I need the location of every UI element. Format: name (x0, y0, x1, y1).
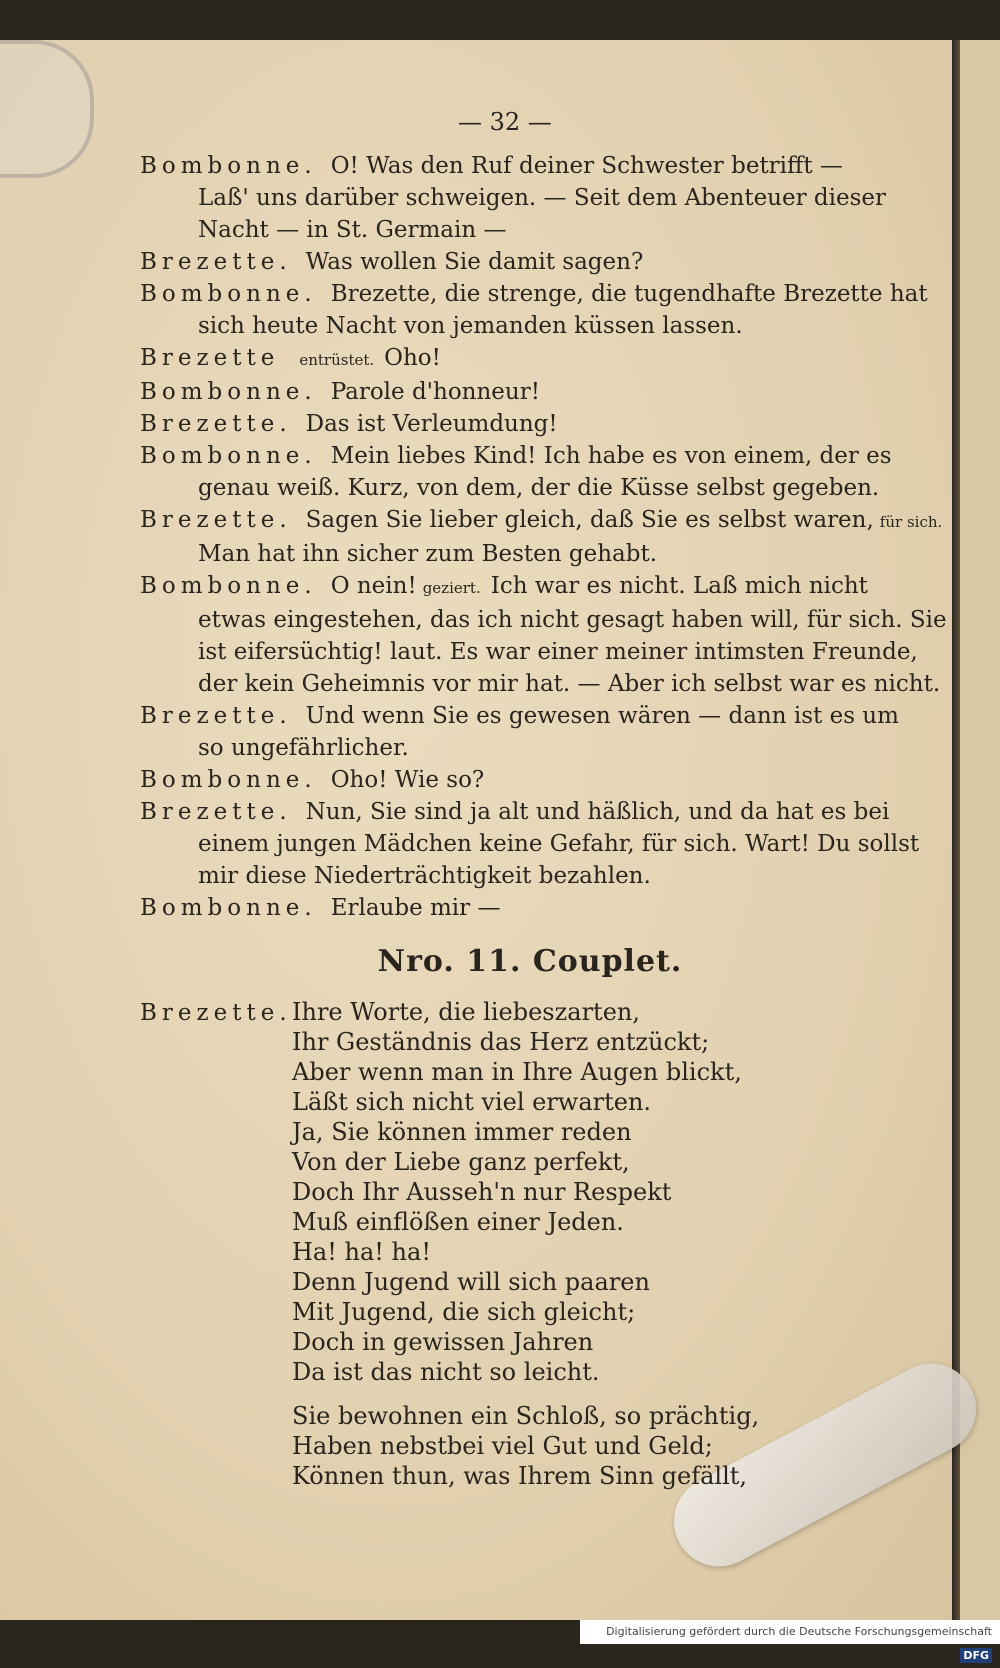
dialogue-line (140, 342, 920, 376)
dialogue-line (140, 504, 943, 538)
verse-line: Doch Ihr Ausseh'n nur Respekt (292, 1178, 672, 1206)
stage-direction: geziert. (422, 579, 481, 597)
dialogue-line (140, 732, 920, 764)
speaker-name: Bombonne. (140, 379, 317, 405)
dialogue-line (140, 860, 920, 892)
verse-line: Ha! ha! ha! (292, 1238, 431, 1266)
line-text: ist eifersüchtig! laut. Es war einer meiner intimsten Freunde, (198, 639, 918, 665)
dialogue-line (140, 376, 920, 408)
dialogue-line (140, 570, 920, 604)
speaker-name: Bombonne. (140, 767, 317, 793)
couplet-heading: Nro. 11. Couplet. (377, 944, 683, 979)
line-text: sich heute Nacht von jemanden küssen lassen. (198, 313, 743, 339)
page-text (140, 150, 947, 1491)
speaker-name: Brezette. (140, 703, 292, 729)
dialogue-line (140, 828, 920, 860)
dfg-logo: DFG (960, 1648, 992, 1663)
dialogue-line (140, 668, 941, 700)
line-text: Parole d'honneur! (330, 379, 540, 405)
verse-line: Von der Liebe ganz perfekt, (292, 1148, 630, 1176)
dialogue-line (140, 150, 920, 182)
speaker-name: Bombonne. (140, 895, 317, 921)
stanza-break (292, 1387, 920, 1401)
line-text: O! Was den Ruf deiner Schwester betrifft — (330, 153, 843, 179)
verse-line: Muß einflößen einer Jeden. (292, 1208, 624, 1236)
dialogue-line (140, 182, 920, 214)
dialogue-line (140, 636, 920, 668)
dialogue-line (140, 604, 947, 636)
verse-line: Sie bewohnen ein Schloß, so prächtig, (292, 1402, 760, 1430)
verse-line: Läßt sich nicht viel erwarten. (292, 1088, 652, 1116)
line-text: Erlaube mir — (330, 895, 501, 921)
verse-line: Können thun, was Ihrem Sinn gefällt, (292, 1462, 748, 1490)
speaker-name: Bombonne. (140, 443, 317, 469)
speaker-name: Bombonne. (140, 153, 317, 179)
verse-lines (140, 997, 920, 1491)
line-text: Nacht — in St. Germain — (198, 217, 507, 243)
line-text: mir diese Niederträchtigkeit bezahlen. (198, 863, 651, 889)
line-text: Was wollen Sie damit sagen? (305, 249, 644, 275)
line-text: genau weiß. Kurz, von dem, der die Küsse selbst gegeben. (198, 475, 880, 501)
line-text: Und wenn Sie es gewesen wären — dann ist es um (305, 703, 899, 729)
line-text: so ungefährlicher. (198, 735, 409, 761)
verse-line: Aber wenn man in Ihre Augen blickt, (292, 1058, 742, 1086)
line-text: einem jungen Mädchen keine Gefahr, für sich. Wart! Du sollst (198, 831, 920, 857)
dialogue-line (140, 472, 920, 504)
page-number: — 32 — (458, 108, 552, 136)
speaker-name: Bombonne. (140, 573, 317, 599)
speaker-name: Brezette (140, 345, 280, 371)
line-text: Nun, Sie sind ja alt und häßlich, und da hat es bei (305, 799, 890, 825)
verse-line: Ihre Worte, die liebeszarten, (292, 998, 640, 1026)
dialogue-line (140, 440, 920, 472)
couplet-speaker: Brezette. (140, 1000, 292, 1026)
speaker-name: Bombonne. (140, 281, 317, 307)
verse-line: Haben nebstbei viel Gut und Geld; (292, 1432, 713, 1460)
stage-direction: für sich. (879, 513, 943, 531)
dialogue-line (140, 310, 920, 342)
dialogue-line (140, 408, 920, 440)
line-text: Man hat ihn sicher zum Besten gehabt. (198, 541, 658, 567)
line-text: O nein! (330, 573, 417, 599)
speaker-name: Brezette. (140, 799, 292, 825)
dialogue-block (140, 150, 947, 924)
verse-line: Da ist das nicht so leicht. (292, 1358, 600, 1386)
dialogue-line (140, 246, 920, 278)
couplet-block (140, 997, 920, 1491)
verse-line: Doch in gewissen Jahren (292, 1328, 594, 1356)
footer-text: Digitalisierung gefördert durch die Deutsche Forschungsgemeinschaft · (606, 1625, 992, 1662)
digitization-footer (580, 1620, 1000, 1662)
line-text: Laß' uns darüber schweigen. — Seit dem Abenteuer dieser (198, 185, 887, 211)
stage-direction: entrüstet. (299, 351, 375, 369)
verse-line: Ja, Sie können immer reden (292, 1118, 632, 1146)
dialogue-line (140, 892, 920, 924)
verse-line: Denn Jugend will sich paaren (292, 1268, 650, 1296)
dialogue-line (140, 700, 920, 732)
dialogue-line (140, 278, 928, 310)
line-text: Sagen Sie lieber gleich, daß Sie es selbst waren, (305, 507, 874, 533)
dialogue-line (140, 538, 920, 570)
verse-line: Ihr Geständnis das Herz entzückt; (292, 1028, 710, 1056)
line-text: Oho! (384, 345, 441, 371)
speaker-name: Brezette. (140, 249, 292, 275)
line-text: Brezette, die strenge, die tugendhafte Brezette hat (330, 281, 928, 307)
line-text: Mein liebes Kind! Ich habe es von einem, der es (330, 443, 892, 469)
dialogue-line (140, 764, 920, 796)
line-text: der kein Geheimnis vor mir hat. — Aber ich selbst war es nicht. (198, 671, 941, 697)
line-text: Ich war es nicht. Laß mich nicht (490, 573, 868, 599)
dialogue-line (140, 214, 920, 246)
speaker-name: Brezette. (140, 507, 292, 533)
line-text: etwas eingestehen, das ich nicht gesagt haben will, für sich. Sie (198, 607, 947, 633)
line-text: Oho! Wie so? (330, 767, 485, 793)
line-text: Das ist Verleumdung! (305, 411, 558, 437)
speaker-name: Brezette. (140, 411, 292, 437)
verse-line: Mit Jugend, die sich gleicht; (292, 1298, 636, 1326)
dialogue-line (140, 796, 920, 828)
